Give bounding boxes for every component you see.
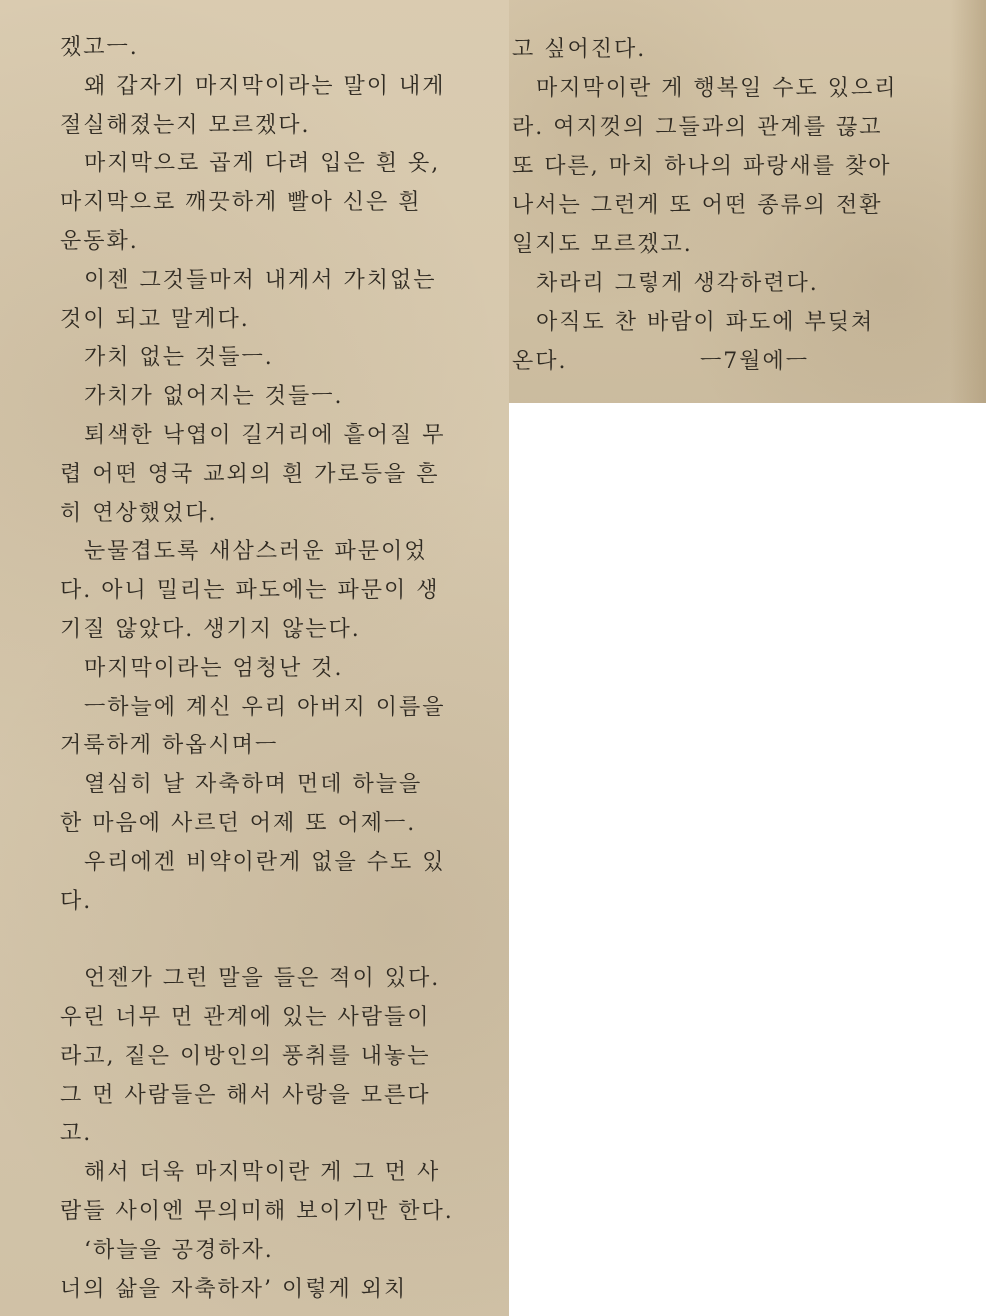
- text-line: 차라리 그렇게 생각하련다.: [512, 271, 819, 296]
- text-line: 람들 사이엔 무의미해 보이기만 한다.: [60, 1199, 454, 1224]
- paper-edge-shadow: [950, 0, 986, 403]
- text-line: 절실해졌는지 모르겠다.: [60, 112, 311, 138]
- text-line: 아직도 찬 바람이 파도에 부딪쳐: [512, 310, 875, 335]
- text-line: 고 싶어진다.: [512, 37, 647, 62]
- text-line: 운동화.: [60, 229, 139, 254]
- text-line: 퇴색한 낙엽이 길거리에 흩어질 무: [60, 423, 446, 448]
- text-line: 히 연상했었다.: [60, 500, 218, 526]
- text-line: 일지도 모르겠고.: [512, 232, 693, 257]
- text-line: 겠고ㅡ.: [60, 35, 139, 60]
- text-line: 것이 되고 말게다.: [60, 306, 250, 332]
- text-line: 거룩하게 하옵시며ㅡ: [60, 733, 279, 759]
- text-line: 나서는 그런게 또 어떤 종류의 전환: [512, 193, 883, 218]
- text-line: 너의 삶을 자축하자’ 이렇게 외치: [60, 1276, 408, 1302]
- text-line: 고.: [60, 1121, 93, 1147]
- text-line: 렵 어떤 영국 교외의 흰 가로등을 흔: [60, 461, 440, 487]
- text-line: 그 먼 사람들은 해서 사랑을 모른다: [60, 1082, 431, 1108]
- text-line: 가치 없는 것들ㅡ.: [60, 345, 274, 371]
- text-line: 기질 않았다. 생기지 않는다.: [60, 617, 361, 642]
- text-line: 다. 아니 밀리는 파도에는 파문이 생: [60, 578, 440, 604]
- blank-region: [509, 403, 986, 1316]
- text-line: 언젠가 그런 말을 들은 적이 있다.: [60, 966, 441, 992]
- signoff-date: ㅡ7월에ㅡ: [700, 349, 810, 374]
- text-line: 마지막이란 게 행복일 수도 있으리: [512, 76, 898, 101]
- text-line: 우린 너무 먼 관계에 있는 사람들이: [60, 1005, 431, 1030]
- text-line: 해서 더욱 마지막이란 게 그 먼 사: [60, 1160, 441, 1186]
- text-line: 라. 여지껏의 그들과의 관계를 끊고: [512, 115, 883, 140]
- text-line: 왜 갑자기 마지막이라는 말이 내게: [60, 73, 446, 99]
- text-line: 가치가 없어지는 것들ㅡ.: [60, 384, 344, 410]
- text-line: 이젠 그것들마저 내게서 가치없는: [60, 267, 437, 293]
- text-line: 마지막이라는 엄청난 것.: [60, 655, 344, 681]
- text-line: 눈물겹도록 새삼스러운 파문이었: [60, 539, 428, 565]
- text-line: 우리에겐 비약이란게 없을 수도 있: [60, 849, 446, 875]
- text-line: 또 다른, 마치 하나의 파랑새를 찾아: [512, 154, 892, 179]
- text-line: 라고, 짙은 이방인의 풍취를 내놓는: [60, 1043, 431, 1069]
- text-line: 마지막으로 곱게 다려 입은 흰 옷,: [60, 151, 441, 177]
- text-line: 마지막으로 깨끗하게 빨아 신은 흰: [60, 190, 422, 216]
- text-line: 열심히 날 자축하며 먼데 하늘을: [60, 772, 423, 798]
- text-line: ‘하늘을 공경하자.: [60, 1237, 274, 1263]
- text-line: ㅡ하늘에 계신 우리 아버지 이름을: [60, 694, 446, 720]
- text-line: 한 마음에 사르던 어제 또 어제ㅡ.: [60, 811, 417, 836]
- text-line: 다.: [60, 888, 93, 914]
- text-line: 온다.: [512, 349, 568, 374]
